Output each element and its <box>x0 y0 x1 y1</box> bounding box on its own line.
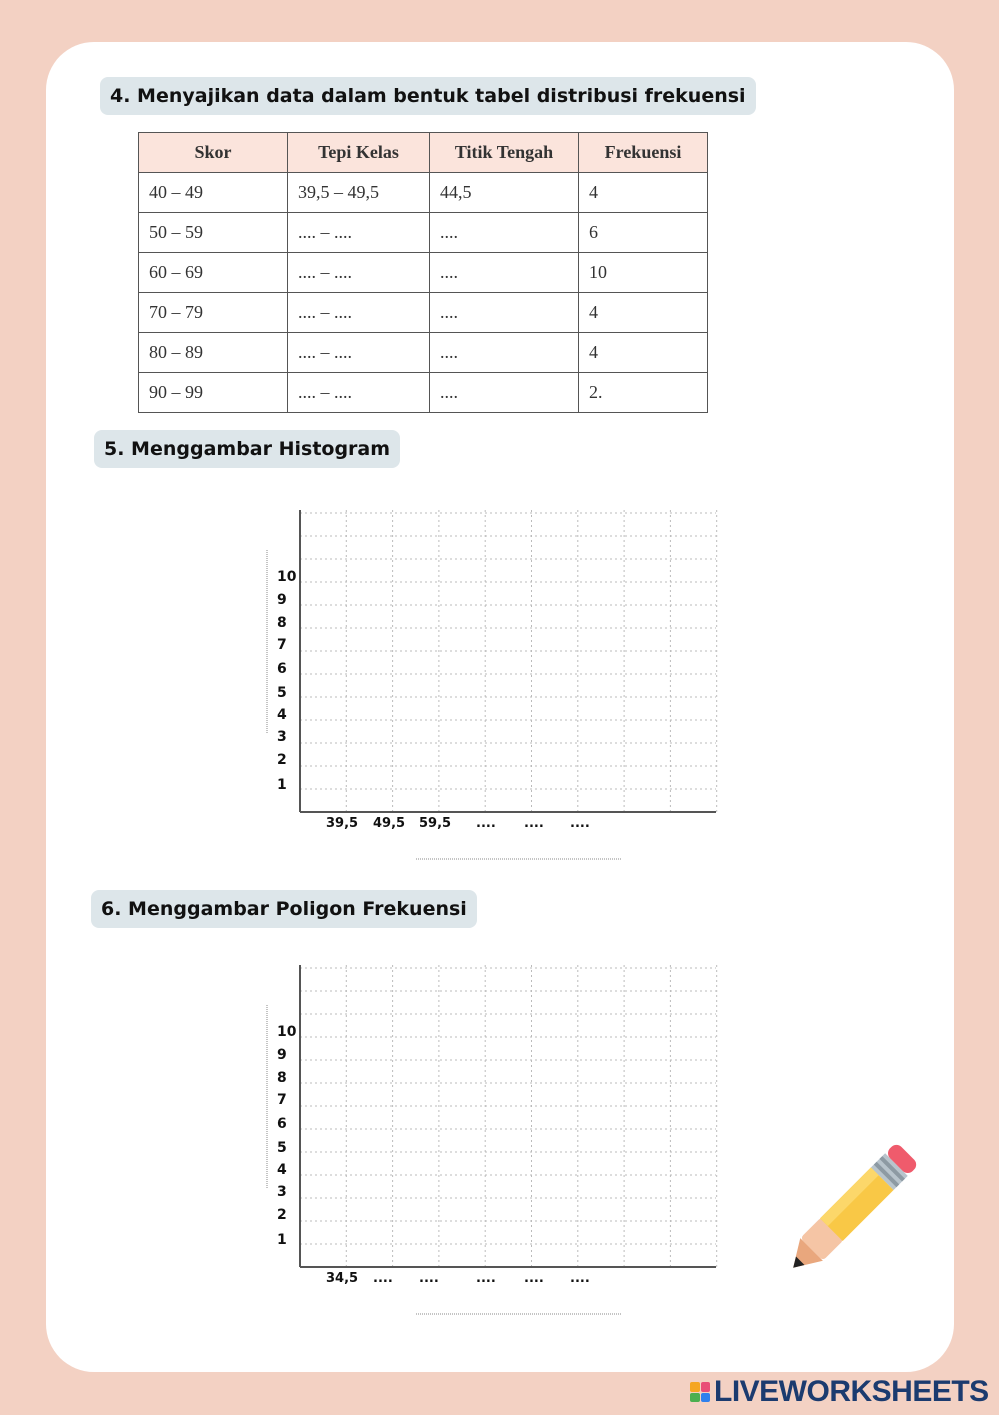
y-tick-label: 7 <box>277 1092 287 1108</box>
x-tick-label: 59,5 <box>419 816 452 831</box>
table-cell: .... – .... <box>288 253 430 293</box>
table-cell: 90 – 99 <box>139 373 288 413</box>
x-tick-label[interactable]: .... <box>570 816 590 831</box>
y-tick-label: 9 <box>277 1047 287 1063</box>
column-header: Tepi Kelas <box>288 133 430 173</box>
column-header: Skor <box>139 133 288 173</box>
table-row <box>139 213 708 253</box>
logo-square <box>701 1382 711 1392</box>
table-cell: .... <box>430 333 579 373</box>
table-cell: 6 <box>579 213 708 253</box>
polygon-section-heading: 6. Menggambar Poligon Frekuensi <box>91 890 477 928</box>
table-row <box>139 253 708 293</box>
table-cell: 44,5 <box>430 173 579 213</box>
table-cell: .... – .... <box>288 373 430 413</box>
y-tick-label: 5 <box>277 1140 287 1156</box>
table-header-row <box>139 133 708 173</box>
table-cell: .... <box>430 253 579 293</box>
table-cell: .... <box>430 373 579 413</box>
frequency-table <box>138 132 708 413</box>
brand-name: LIVEWORKSHEETS <box>714 1375 989 1408</box>
y-tick-label: 1 <box>277 1232 287 1248</box>
table-row <box>139 333 708 373</box>
y-tick-label: 9 <box>277 592 287 608</box>
y-tick-label: 5 <box>277 685 287 701</box>
table-cell: 50 – 59 <box>139 213 288 253</box>
x-tick-label[interactable]: .... <box>476 1271 496 1286</box>
table-cell: 4 <box>579 173 708 213</box>
y-tick-label: 10 <box>277 1024 297 1040</box>
x-tick-label: 49,5 <box>373 816 406 831</box>
pencil-icon <box>782 1135 927 1280</box>
table-cell: 40 – 49 <box>139 173 288 213</box>
table-section-heading: 4. Menyajikan data dalam bentuk tabel distribusi frekuensi <box>100 77 756 115</box>
logo-square <box>690 1393 700 1403</box>
x-tick-label: 39,5 <box>326 816 359 831</box>
table-cell: .... <box>430 293 579 333</box>
table-cell: 70 – 79 <box>139 293 288 333</box>
y-tick-label: 6 <box>277 661 287 677</box>
y-tick-label: 2 <box>277 1207 287 1223</box>
table-cell: 10 <box>579 253 708 293</box>
table-cell: 2. <box>579 373 708 413</box>
y-tick-label: 8 <box>277 1070 287 1086</box>
y-tick-label: 7 <box>277 637 287 653</box>
polygon-grid[interactable] <box>260 960 730 1330</box>
y-tick-label: 4 <box>277 1162 287 1178</box>
logo-square <box>701 1393 711 1403</box>
x-tick-label[interactable]: .... <box>476 816 496 831</box>
x-tick-label[interactable]: .... <box>373 1271 393 1286</box>
table-cell: .... – .... <box>288 213 430 253</box>
x-tick-label[interactable]: .... <box>524 816 544 831</box>
table-cell: .... – .... <box>288 293 430 333</box>
x-tick-label[interactable]: .... <box>419 1271 439 1286</box>
y-tick-label: 4 <box>277 707 287 723</box>
table-cell: 80 – 89 <box>139 333 288 373</box>
table-row <box>139 173 708 213</box>
x-tick-label[interactable]: .... <box>524 1271 544 1286</box>
y-tick-label: 3 <box>277 729 287 745</box>
liveworksheets-logo <box>690 1374 989 1410</box>
column-header: Frekuensi <box>579 133 708 173</box>
column-header: Titik Tengah <box>430 133 579 173</box>
table-cell: 60 – 69 <box>139 253 288 293</box>
y-tick-label: 3 <box>277 1184 287 1200</box>
table-row <box>139 373 708 413</box>
table-cell: 4 <box>579 333 708 373</box>
table-cell: 4 <box>579 293 708 333</box>
logo-square <box>690 1382 700 1392</box>
y-tick-label: 1 <box>277 777 287 793</box>
table-cell: .... <box>430 213 579 253</box>
table-cell: 39,5 – 49,5 <box>288 173 430 213</box>
x-tick-label: 34,5 <box>326 1271 359 1286</box>
y-tick-label: 8 <box>277 615 287 631</box>
y-tick-label: 2 <box>277 752 287 768</box>
table-cell: .... – .... <box>288 333 430 373</box>
y-tick-label: 6 <box>277 1116 287 1132</box>
histogram-grid[interactable] <box>260 505 730 875</box>
x-tick-label[interactable]: .... <box>570 1271 590 1286</box>
y-tick-label: 10 <box>277 569 297 585</box>
histogram-section-heading: 5. Menggambar Histogram <box>94 430 400 468</box>
logo-mark-icon <box>690 1382 710 1402</box>
table-row <box>139 293 708 333</box>
